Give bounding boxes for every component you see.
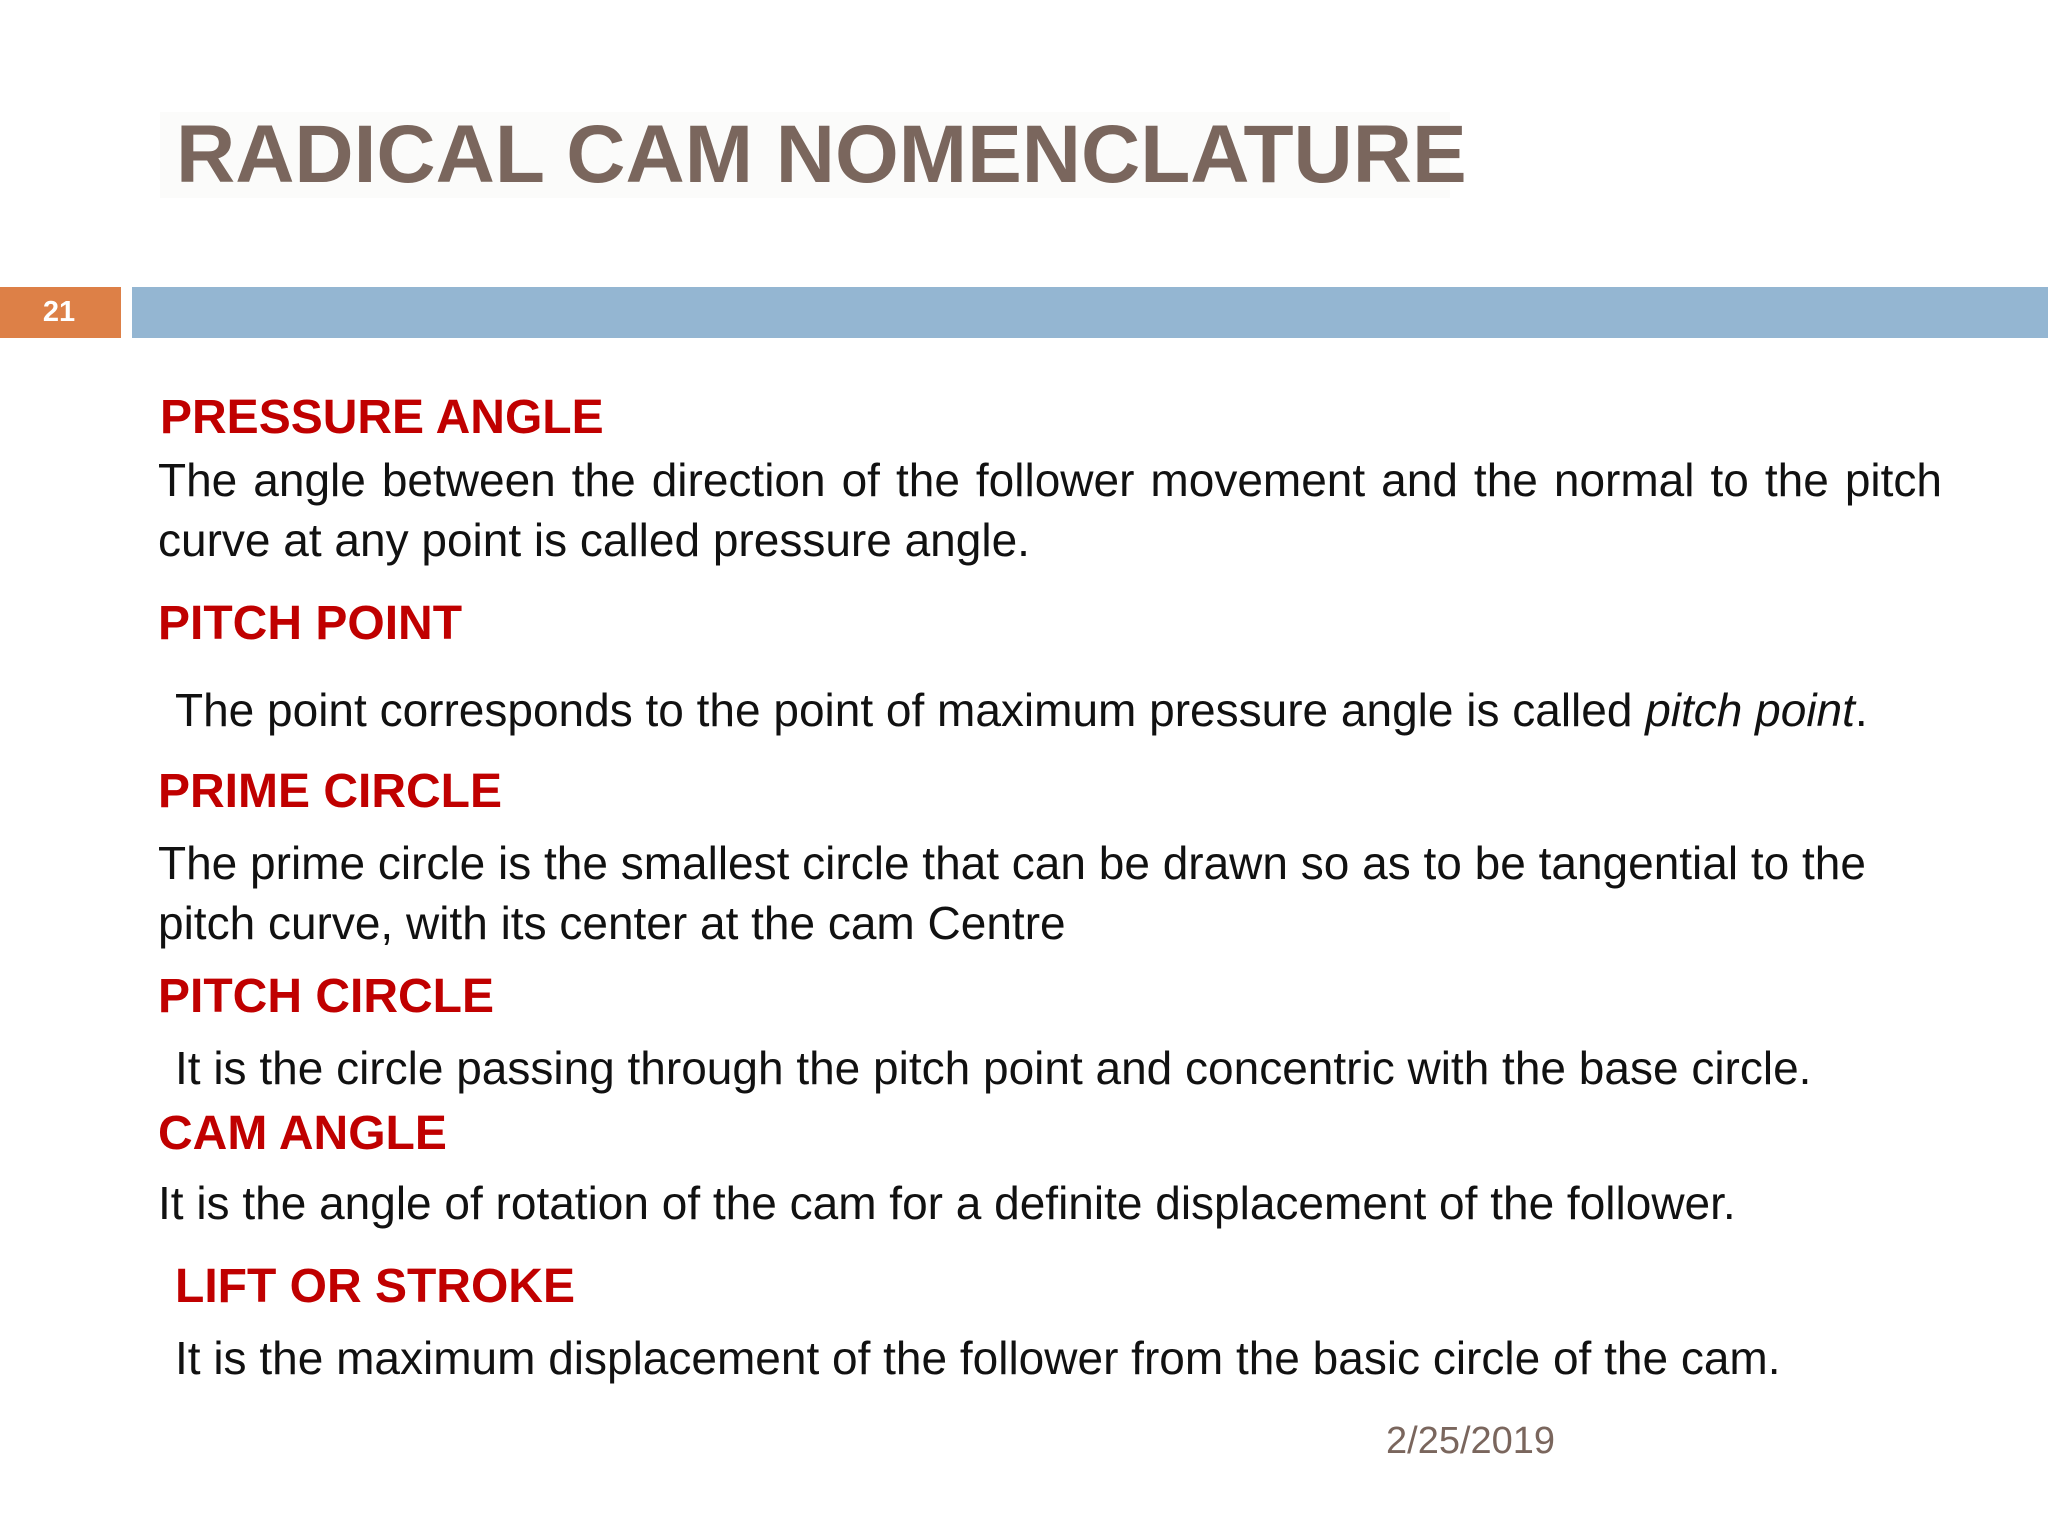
text-pitch-point [175, 680, 1945, 740]
heading-cam-angle: CAM ANGLE [158, 1107, 447, 1160]
text-prime-circle: The prime circle is the smallest circle that can be drawn so as to be tangential to the pitch curve, with its center at the cam Centre [158, 837, 1866, 949]
slide-date: 2/25/2019 [1386, 1420, 1556, 1462]
heading-pitch-circle: PITCH CIRCLE [158, 970, 494, 1023]
text-pressure-angle: The angle between the direction of the follower movement and the normal to the pitch curve at any point is called pressure angle. [158, 454, 1942, 566]
text-cam-angle: It is the angle of rotation of the cam for a definite displacement of the follower. [158, 1177, 1736, 1229]
heading-prime-circle: PRIME CIRCLE [158, 765, 503, 818]
slide-number: 21 [42, 296, 76, 328]
text-lift-or-stroke: It is the maximum displacement of the follower from the basic circle of the cam. [175, 1332, 1781, 1384]
heading-pressure-angle: PRESSURE ANGLE [160, 391, 604, 444]
header-divider-bar [132, 287, 2048, 338]
text-pitch-point-end: . [1854, 684, 1868, 736]
slide-title: RADICAL CAM NOMENCLATURE [176, 109, 1467, 200]
heading-pitch-point: PITCH POINT [158, 597, 463, 650]
text-pitch-point-emphasis: pitch point [1645, 684, 1855, 736]
text-pitch-circle: It is the circle passing through the pitch point and concentric with the base circle. [175, 1042, 1812, 1094]
heading-lift-or-stroke: LIFT OR STROKE [175, 1260, 575, 1313]
text-pitch-point-main: The point corresponds to the point of maximum pressure angle is called [175, 684, 1646, 736]
